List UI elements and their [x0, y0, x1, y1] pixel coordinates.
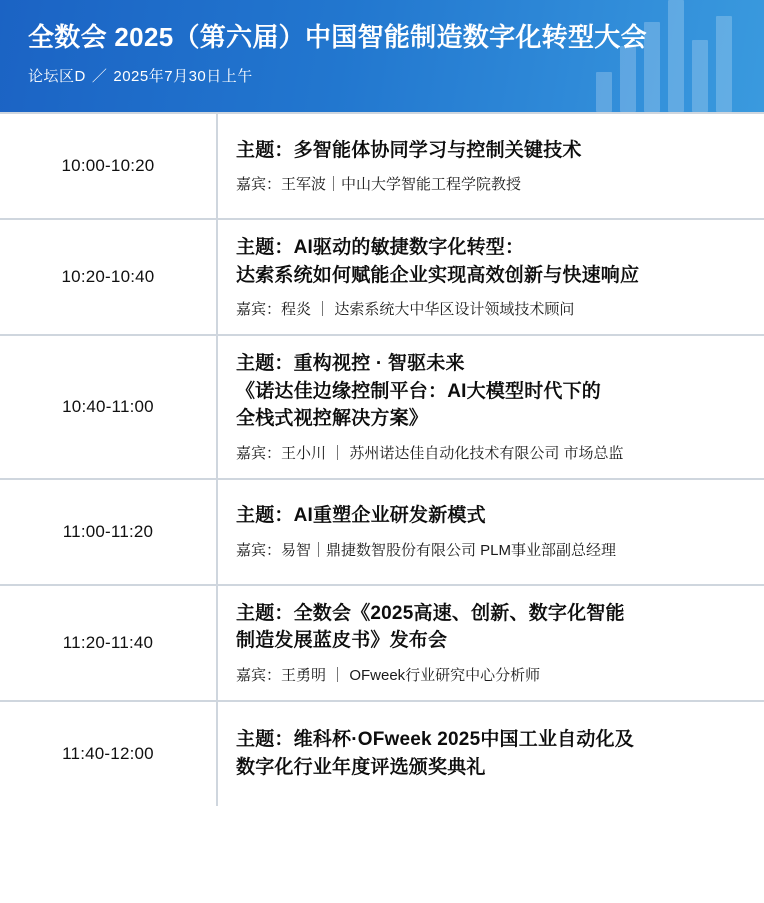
time-cell	[0, 220, 218, 334]
session-topic	[236, 726, 754, 781]
table-row	[0, 480, 764, 586]
topic-line: 数字化行业年度评选颁奖典礼	[236, 756, 486, 778]
topic-line: 主题：维科杯·OFweek 2025中国工业自动化及	[236, 729, 634, 751]
session-guest: 嘉宾：易智｜鼎捷数智股份有限公司 PLM事业部副总经理	[236, 542, 617, 559]
topic-line: 主题：重构视控 · 智驱未来	[236, 353, 465, 375]
poster-header	[0, 0, 764, 112]
header-text-group	[0, 0, 764, 86]
session-guest: 嘉宾：王军波｜中山大学智能工程学院教授	[236, 176, 522, 194]
session-time: 11:40-12:00	[62, 743, 154, 763]
session-content	[218, 480, 764, 584]
session-guest: 嘉宾：程炎 ｜ 达索系统大中华区设计领域技术顾问	[236, 301, 575, 319]
session-time: 11:00-11:20	[62, 521, 154, 541]
session-time: 11:20-11:40	[62, 632, 154, 652]
session-content	[218, 702, 764, 806]
subtitle-separator: ／	[91, 68, 108, 86]
header-subtitle	[28, 65, 764, 86]
table-row	[0, 220, 764, 336]
session-topic	[236, 502, 754, 530]
session-topic	[236, 350, 754, 433]
time-cell	[0, 336, 218, 478]
topic-line: 主题：AI重塑企业研发新模式	[236, 505, 486, 527]
table-row	[0, 702, 764, 806]
session-content	[218, 220, 764, 334]
time-cell	[0, 114, 218, 218]
topic-line: 主题：AI驱动的敏捷数字化转型：	[236, 237, 525, 258]
topic-line: 主题：多智能体协同学习与控制关键技术	[236, 139, 582, 161]
time-cell	[0, 480, 218, 584]
session-content	[218, 586, 764, 700]
session-guest: 嘉宾：王勇明 ｜ OFweek行业研究中心分析师	[236, 666, 541, 684]
topic-line: 制造发展蓝皮书》发布会	[236, 630, 448, 652]
session-topic	[236, 600, 754, 655]
session-content	[218, 114, 764, 218]
schedule-table	[0, 112, 764, 806]
topic-line: 主题：全数会《2025高速、创新、数字化智能	[236, 602, 625, 624]
topic-line: 达索系统如何赋能企业实现高效创新与快速响应	[236, 264, 640, 286]
session-topic	[236, 234, 754, 289]
topic-line: 《诺达佳边缘控制平台：AI大模型时代下的	[236, 380, 602, 402]
table-row	[0, 114, 764, 220]
table-row	[0, 336, 764, 480]
session-time: 10:20-10:40	[61, 267, 155, 287]
time-cell	[0, 586, 218, 700]
session-content	[218, 336, 764, 478]
session-time: 10:40-11:00	[62, 396, 154, 416]
table-row	[0, 586, 764, 702]
session-guest: 嘉宾：王小川 ｜ 苏州诺达佳自动化技术有限公司 市场总监	[236, 444, 624, 462]
topic-line: 全栈式视控解决方案》	[236, 408, 429, 430]
time-cell	[0, 702, 218, 806]
session-time: 10:00-10:20	[61, 156, 155, 175]
page-title: 全数会 2025（第六届）中国智能制造数字化转型大会	[28, 22, 647, 52]
forum-label: 论坛区D	[28, 68, 86, 86]
session-topic	[236, 137, 754, 165]
date-label: 2025年7月30日上午	[113, 68, 253, 86]
